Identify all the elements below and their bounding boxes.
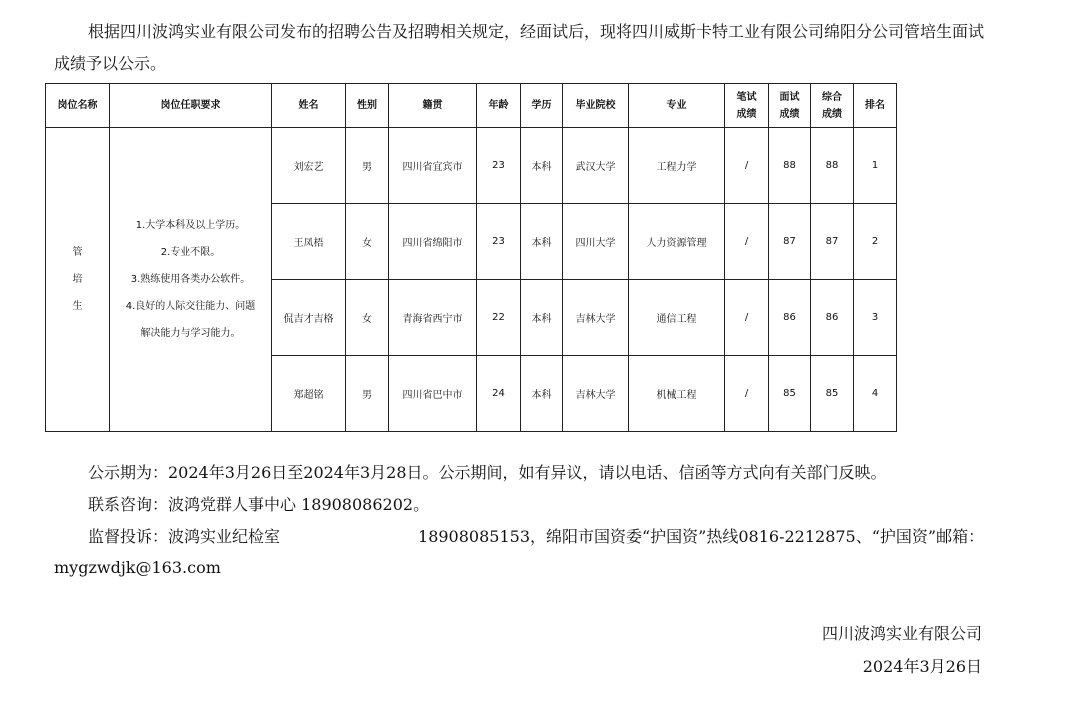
supervision-text [88, 524, 984, 547]
interview-score-cell: 87 [769, 204, 811, 280]
written-score-cell: / [725, 356, 769, 432]
education-cell: 本科 [521, 356, 563, 432]
total-score-cell: 88 [811, 128, 854, 204]
school-cell: 四川大学 [563, 204, 629, 280]
origin-cell: 四川省宜宾市 [389, 128, 477, 204]
requirement-line: 3.熟练使用各类办公软件。 [130, 274, 251, 285]
education-cell: 本科 [521, 280, 563, 356]
header-cell: 籍贯 [389, 84, 477, 128]
gender-cell: 男 [346, 356, 389, 432]
rank-cell: 2 [854, 204, 897, 280]
notice-period-text: 公示期为：2024年3月26日至2024年3月28日。公示期间，如有异议，请以电话、信函等方式向有关部门反映。 [88, 463, 887, 482]
total-score-cell: 85 [811, 356, 854, 432]
interview-results-table [45, 83, 897, 432]
supervision-hotline: 18908085153，绵阳市国资委“护国资”热线0816-2212875、“护国资”邮箱： [418, 527, 985, 546]
interview-score-cell: 85 [769, 356, 811, 432]
age-cell: 22 [477, 280, 521, 356]
school-cell: 吉林大学 [563, 356, 629, 432]
header-cell: 性别 [346, 84, 389, 128]
gender-cell: 男 [346, 128, 389, 204]
name-cell: 王凤梧 [272, 204, 346, 280]
interview-score-cell: 86 [769, 280, 811, 356]
origin-cell: 四川省巴中市 [389, 356, 477, 432]
age-cell: 23 [477, 128, 521, 204]
gender-cell: 女 [346, 280, 389, 356]
education-cell: 本科 [521, 204, 563, 280]
rank-cell: 3 [854, 280, 897, 356]
header-cell: 姓名 [272, 84, 346, 128]
requirement-line: 1.大学本科及以上学历。 [135, 220, 246, 231]
rank-cell: 1 [854, 128, 897, 204]
header-cell: 毕业院校 [563, 84, 629, 128]
major-cell: 通信工程 [629, 280, 725, 356]
header-cell: 面试 成绩 [769, 84, 811, 128]
rank-cell: 4 [854, 356, 897, 432]
header-cell: 年龄 [477, 84, 521, 128]
age-cell: 23 [477, 204, 521, 280]
header-cell: 岗位名称 [46, 84, 110, 128]
written-score-cell: / [725, 280, 769, 356]
header-cell: 学历 [521, 84, 563, 128]
gender-cell: 女 [346, 204, 389, 280]
header-cell: 笔试 成绩 [725, 84, 769, 128]
header-cell: 专业 [629, 84, 725, 128]
education-cell: 本科 [521, 128, 563, 204]
school-cell: 武汉大学 [563, 128, 629, 204]
requirement-line: 解决能力与学习能力。 [140, 328, 241, 339]
origin-cell: 四川省绵阳市 [389, 204, 477, 280]
origin-cell: 青海省西宁市 [389, 280, 477, 356]
written-score-cell: / [725, 128, 769, 204]
contact-text: 联系咨询：波鸿党群人事中心 18908086202。 [88, 495, 430, 514]
written-score-cell: / [725, 204, 769, 280]
name-cell: 刘宏艺 [272, 128, 346, 204]
name-cell: 侃吉才吉格 [272, 280, 346, 356]
header-cell: 综合 成绩 [811, 84, 854, 128]
email-text: mygzwdjk@163.com [54, 558, 221, 577]
total-score-cell: 86 [811, 280, 854, 356]
header-cell: 岗位任职要求 [110, 84, 272, 128]
header-cell: 排名 [854, 84, 897, 128]
total-score-cell: 87 [811, 204, 854, 280]
name-cell: 郑超铭 [272, 356, 346, 432]
age-cell: 24 [477, 356, 521, 432]
signature-date: 2024年3月26日 [862, 657, 982, 676]
company-signature: 四川波鸿实业有限公司 [821, 624, 982, 643]
requirement-line: 4.良好的人际交往能力、问题 [125, 301, 256, 312]
major-cell: 工程力学 [629, 128, 725, 204]
school-cell: 吉林大学 [563, 280, 629, 356]
post-name-cell: 管 培 生 [46, 128, 110, 432]
supervision-label: 监督投诉：波鸿实业纪检室 [88, 527, 281, 546]
table-row [46, 128, 897, 204]
interview-score-cell: 88 [769, 128, 811, 204]
requirements-cell [110, 128, 272, 432]
major-cell: 人力资源管理 [629, 204, 725, 280]
major-cell: 机械工程 [629, 356, 725, 432]
table-header-row [46, 84, 897, 128]
requirement-line: 2.专业不限。 [160, 247, 221, 258]
intro-paragraph: 根据四川波鸿实业有限公司发布的招聘公告及招聘相关规定，经面试后，现将四川威斯卡特工业有限公司绵阳分公司管培生面试成绩予以公示。 [54, 22, 985, 73]
